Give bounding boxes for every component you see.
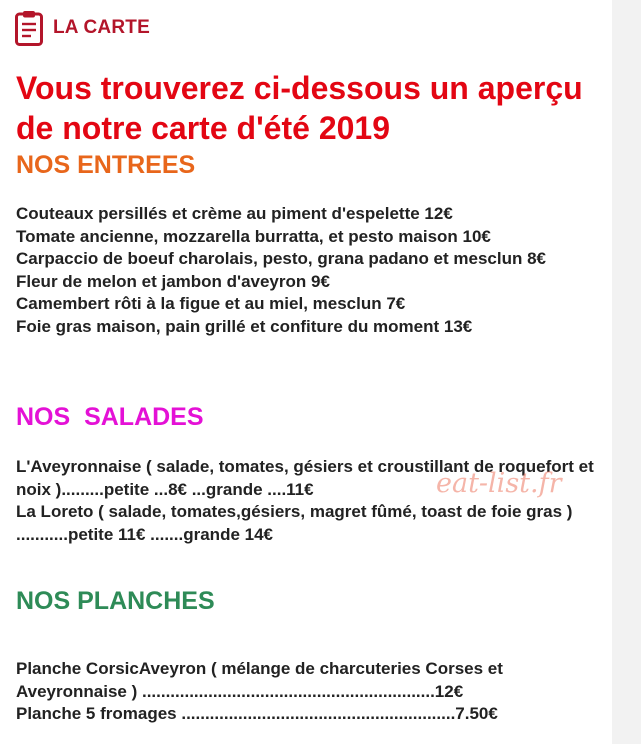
menu-item: Couteaux persillés et crème au piment d'espelette 12€: [16, 204, 453, 223]
menu-item: Planche 5 fromages ..........................................................7.50€: [16, 704, 498, 723]
page-headline: Vous trouverez ci-dessous un aperçu de notre carte d'été 2019: [16, 70, 583, 146]
menu-item: L'Aveyronnaise ( salade, tomates, gésiers et croustillant de roquefort et noix ).........petite ...8€ ...grande ....11€: [16, 457, 594, 499]
salades-title: NOS SALADES: [16, 403, 204, 431]
menu-item: Fleur de melon et jambon d'aveyron 9€: [16, 271, 330, 291]
watermark: eat-list.fr: [436, 468, 562, 499]
clipboard-icon: [15, 10, 43, 46]
entrees-title: NOS ENTREES: [16, 151, 196, 179]
menu-header: [15, 10, 150, 46]
menu-item: Carpaccio de boeuf charolais, pesto, grana padano et mesclun 8€: [16, 249, 546, 268]
header-title: LA CARTE: [53, 17, 150, 38]
menu-item: La Loreto ( salade, tomates,gésiers, magret fûmé, toast de foie gras ) ...........petite 11€ .......grande 14€: [16, 502, 573, 544]
menu-item: Foie gras maison, pain grillé et confiture du moment 13€: [16, 316, 473, 336]
menu-item: Tomate ancienne, mozzarella burratta, et pesto maison 10€: [16, 226, 491, 246]
entrees-list: [16, 203, 601, 338]
planches-title: NOS PLANCHES: [16, 587, 215, 615]
menu-item: Planche CorsicAveyron ( mélange de charcuteries Corses et Aveyronnaise ) ..............................................................12€: [16, 659, 503, 701]
salades-list: [16, 456, 601, 546]
planches-list: [16, 658, 601, 726]
menu-item: Camembert rôti à la figue et au miel, mesclun 7€: [16, 294, 406, 313]
